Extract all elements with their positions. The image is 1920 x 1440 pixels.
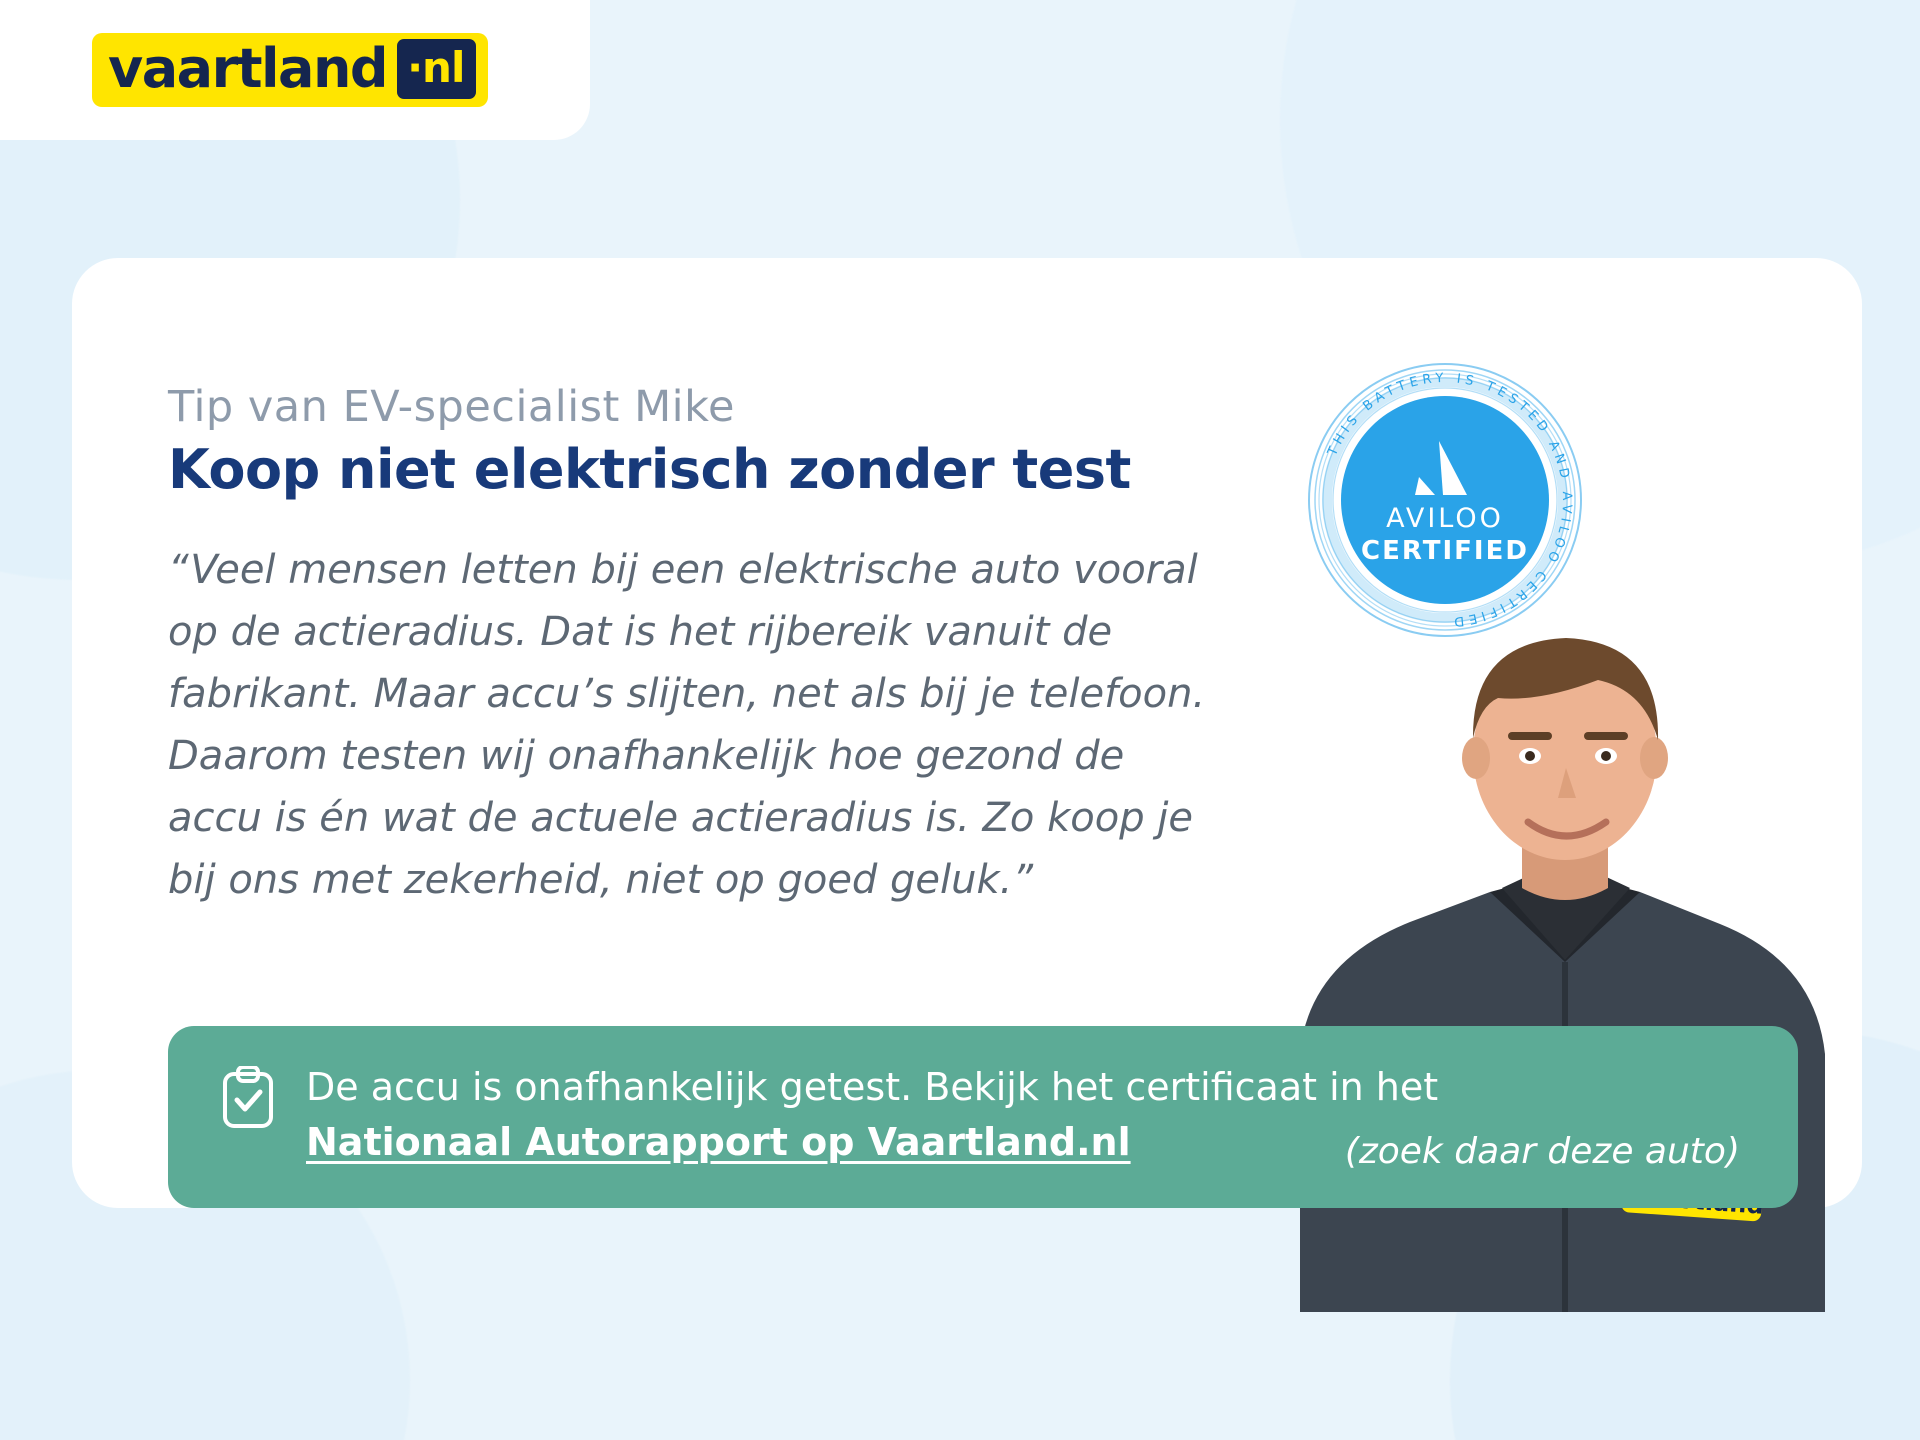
nationaal-autorapport-link[interactable]: Nationaal Autorapport op Vaartland.nl: [306, 1119, 1131, 1164]
certificate-cta-bar[interactable]: [168, 1026, 1798, 1208]
brand-logo-badge[interactable]: [0, 0, 590, 140]
page-title: Koop niet elektrisch zonder test: [168, 438, 1131, 501]
svg-text:AVILOO: AVILOO: [1386, 503, 1504, 534]
logo-wordmark: vaartland: [108, 37, 388, 100]
svg-text:CERTIFIED: CERTIFIED: [1361, 536, 1529, 566]
cta-text-block: [306, 1060, 1438, 1170]
svg-text:THIS BATTERY IS TESTED AND AVI: THIS BATTERY IS TESTED AND AVILOO CERTIFIED: [1325, 370, 1575, 630]
logo-tld: [397, 39, 476, 99]
clipboard-check-icon: [220, 1066, 276, 1135]
kicker-text: Tip van EV-specialist Mike: [168, 382, 735, 432]
quote-text: “Veel mensen letten bij een elektrische auto vooral op de actieradius. Dat is het rijbereik vanuit de fabrikant. Maar accu’s slijten, net als bij je telefoon. Daarom testen wij onafhankelijk hoe gezond de accu is én wat de actuele actieradius is. Zo koop je bij ons met zekerheid, niet op goed geluk.”: [168, 547, 1206, 903]
card-content: [168, 382, 1258, 911]
cta-note: (zoek daar deze auto): [1344, 1131, 1740, 1172]
vaartland-logo[interactable]: [92, 33, 488, 107]
logo-dot: ·: [407, 43, 423, 92]
cta-line-1: De accu is onafhankelijk getest. Bekijk het certificaat in het: [306, 1064, 1439, 1109]
logo-tld-text: nl: [422, 43, 465, 92]
